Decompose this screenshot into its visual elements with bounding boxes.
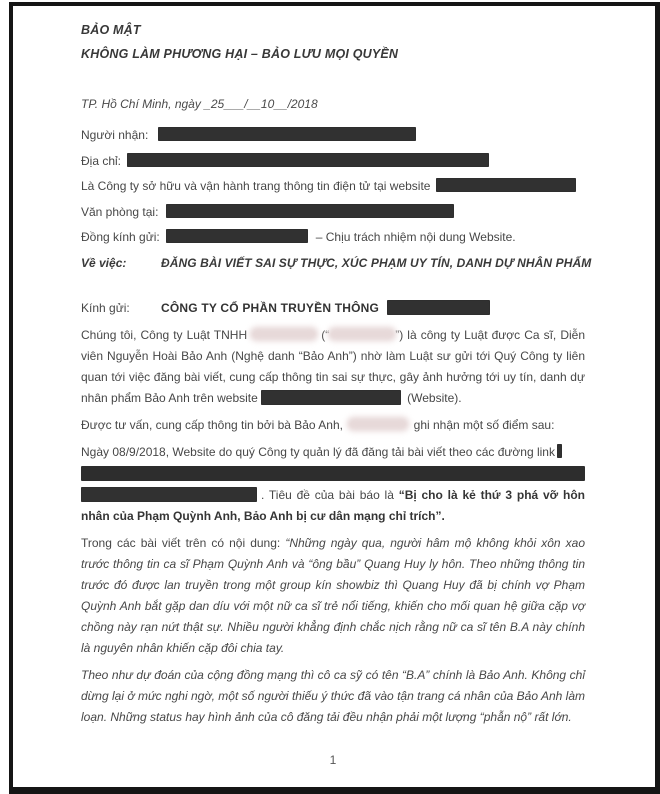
blur-redaction [348,418,408,430]
paragraph-article-links [81,442,585,527]
website-owner-row [81,174,585,200]
p1-text: (Website). [407,391,462,405]
p2-text: ghi nhận một số điểm sau: [413,418,555,432]
recipient-block [81,123,592,276]
cc-label: Đồng kính gửi: [81,230,160,244]
confidential-marking: BẢO MẬT [81,23,141,37]
salutation-row [81,300,585,317]
p1-text: Chúng tôi, Công ty Luật TNHH [81,328,248,342]
page-number: 1 [329,753,337,767]
blur-redaction [251,328,317,340]
redaction-bar [127,153,489,167]
letter-content [81,22,592,768]
redaction-bar [557,444,562,458]
office-row [81,200,585,226]
paragraph-consultation [81,415,585,436]
website-owner-text: Là Công ty sở hữu và vận hành trang thông tin điện tử tại website [81,179,431,193]
cc-row [81,225,585,251]
redaction-bar [166,229,308,243]
office-label: Văn phòng tại: [81,204,159,219]
rights-reserved-marking: KHÔNG LÀM PHƯƠNG HẠI – BẢO LƯU MỌI QUYỀN [81,47,399,61]
redaction-bar [387,300,490,315]
address-row [81,149,585,175]
dateline: TP. Hồ Chí Minh, ngày _25___/__10__/2018 [81,97,318,111]
redaction-bar [261,390,401,405]
redaction-bar [166,204,454,218]
paragraph-introduction [81,325,585,409]
subject-label: Về việc: [81,255,127,270]
subject-row [81,251,592,277]
subject-text: ĐĂNG BÀI VIẾT SAI SỰ THỰC, XÚC PHẠM UY TÍN, DANH DỰ NHÂN PHẨM [161,255,592,270]
p4-quote: “Những ngày qua, người hâm mộ không khỏi xôn xao trước thông tin ca sĩ Phạm Quỳnh Anh và “ông bầu” Quang Huy ly hôn. Theo những thông tin trước đó được lan truyền trong một group kín showbiz thì Quang Huy đã bị chính vợ Phạm Quỳnh Anh bắt gặp dan díu với một nữ ca sĩ trẻ nổi tiếng, khiến cho mối quan hệ giữa cặp vợ chồng này rạn nứt thật sự. Nhiều người khẳng định chắc nịch rằng nữ ca sĩ tên B.A này chính là nguyên nhân khiến cặp đôi chia tay. [81,536,586,655]
redaction-bar [158,127,416,141]
p2-text: Được tư vấn, cung cấp thông tin bởi bà Bảo Anh, [81,418,343,432]
article-headline: “Bị cho là kẻ thứ 3 phá vỡ hôn nhân của Phạm Quỳnh Anh, Bảo Anh bị cư dân mạng chỉ trích”. [81,488,585,523]
blur-redaction [329,328,395,340]
redaction-bar [436,178,576,192]
salutation-label: Kính gửi: [81,301,130,315]
addressee-company: CÔNG TY CỔ PHẦN TRUYỀN THÔNG [161,301,380,315]
recipient-label: Người nhận: [81,128,149,142]
paragraph-quoted-content-1 [81,533,585,659]
p3-text: Ngày 08/9/2018, Website do quý Công ty quản lý đã đăng tải bài viết theo các đường link [81,445,555,459]
paragraph-quoted-content-2: Theo như dự đoán của cộng đồng mạng thì cô ca sỹ có tên “B.A” chính là Bảo Anh. Không chỉ dừng lại ở mức nghi ngờ, một số người thiếu ý thức đã vào tận trang cá nhân của Bảo Anh làm loạn. Những status hay hình ảnh của cô đăng tải đều nhận phải một lượng “phẫn nộ” rất lớn. [81,668,585,724]
p4-lead: Trong các bài viết trên có nội dung: [81,536,281,550]
redaction-bar-full-line [81,466,585,481]
p3-text: . Tiêu đề của bài báo là [261,488,394,502]
redaction-bar [81,487,257,502]
recipient-row [81,123,585,149]
cc-suffix: – Chịu trách nhiệm nội dung Website. [315,230,516,244]
address-label: Địa chỉ: [81,153,122,168]
p1-text: ”) là công ty Luật được Ca sĩ, Diễn viên Nguyễn Hoài Bảo Anh (Nghệ danh “Bảo Anh”) nhờ làm Luật sư gửi tới Quý Công ty liên quan tới việc đăng bài viết, cung cấp thông tin sai sự thực, gây ảnh hưởng tới uy tín, danh dự nhân phẩm Bảo Anh trên website [81,328,586,405]
p1-text: (“ [321,328,330,342]
